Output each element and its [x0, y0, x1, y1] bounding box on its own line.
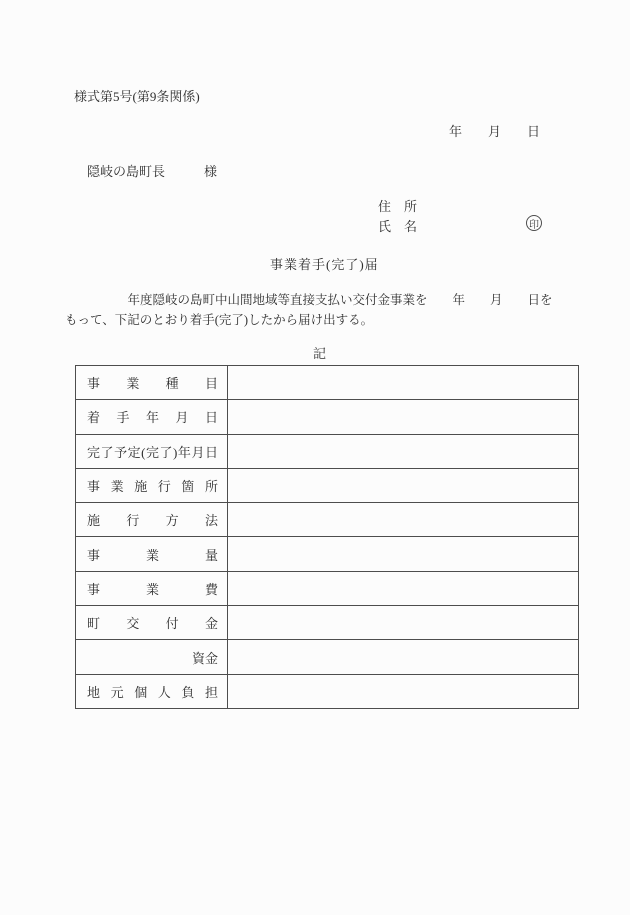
table-row: [76, 434, 579, 468]
table-row: [76, 674, 579, 708]
table-row: [76, 571, 579, 605]
name-label: 氏 名: [378, 219, 418, 234]
row-value-cell: [228, 434, 579, 468]
row-label: 町交付金: [76, 606, 228, 640]
row-label: 施行方法: [76, 503, 228, 537]
address-label: 住 所: [378, 199, 418, 214]
table-row: [76, 366, 579, 400]
row-label: 完了予定(完了)年月日: [76, 434, 228, 468]
row-value-cell: [228, 468, 579, 502]
form-number: 様式第5号(第9条関係): [74, 89, 200, 104]
row-label: 資金: [76, 640, 228, 674]
row-value-cell: [228, 606, 579, 640]
row-value-cell: [228, 537, 579, 571]
table-row: [76, 468, 579, 502]
note-heading: 記: [313, 346, 327, 361]
addressee-line: 隠岐の島町長 様: [87, 164, 218, 179]
sender-block: [378, 197, 417, 237]
row-label: 着手年月日: [76, 400, 228, 434]
table-row: [76, 640, 579, 674]
row-value-cell: [228, 674, 579, 708]
document-title: 事業着手(完了)届: [270, 257, 379, 272]
table-row: [76, 606, 579, 640]
row-value-cell: [228, 571, 579, 605]
form-table: [75, 365, 579, 709]
row-label: 事業種目: [76, 366, 228, 400]
row-label: 事業費: [76, 571, 228, 605]
body-paragraph-line2: もって、下記のとおり着手(完了)したから届け出する。: [65, 313, 374, 327]
row-value-cell: [228, 366, 579, 400]
body-paragraph-line1: 年度隠岐の島町中山間地域等直接支払い交付金事業を 年 月 日を: [65, 293, 553, 307]
row-label: 地元個人負担: [76, 674, 228, 708]
table-row: [76, 400, 579, 434]
row-value-cell: [228, 640, 579, 674]
seal-icon: 印: [526, 215, 542, 231]
date-line: 年 月 日: [449, 124, 541, 139]
table-row: [76, 503, 579, 537]
row-value-cell: [228, 400, 579, 434]
row-value-cell: [228, 503, 579, 537]
row-label: 事業施行箇所: [76, 468, 228, 502]
row-label: 事業量: [76, 537, 228, 571]
table-row: [76, 537, 579, 571]
